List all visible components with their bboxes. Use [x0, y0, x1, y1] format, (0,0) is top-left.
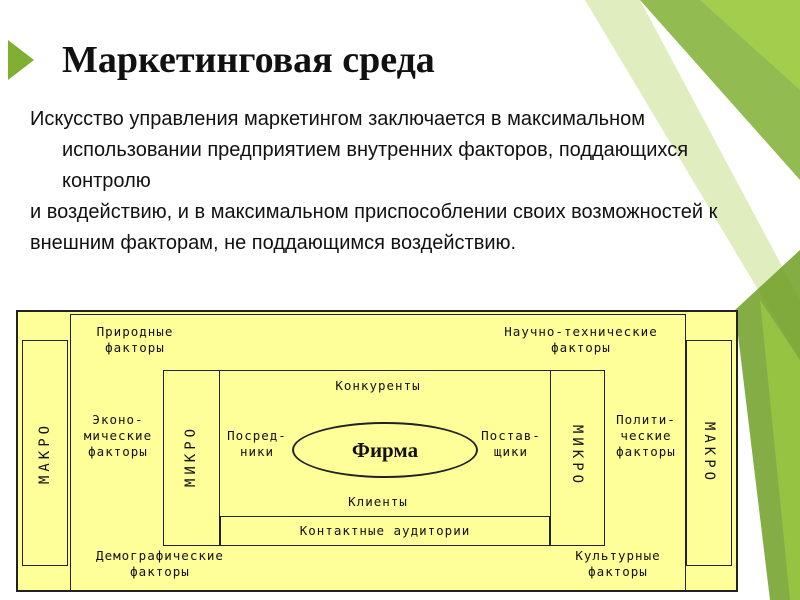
micro-left-label: МИКРО: [183, 424, 199, 488]
clients-label: Клиенты: [348, 494, 408, 509]
contact-audiences-label: Контактные аудитории: [299, 523, 471, 538]
firm-label: Фирма: [351, 437, 419, 462]
demographic-factors-label: Демографические факторы: [96, 548, 224, 579]
paragraph-2: и воздействию, и в максимальном приспособлении своих возможностей к: [30, 201, 718, 223]
natural-factors-label: Природные факторы: [96, 324, 174, 355]
suppliers-label: Постав- щики: [481, 428, 541, 459]
economic-factors-label: Эконо- мические факторы: [83, 412, 153, 459]
slide-title: Маркетинговая среда: [62, 39, 435, 81]
paragraph-1: Искусство управления маркетингом заключается в максимальном использовании предприятием внутренних факторов, поддающихся контролю: [30, 108, 689, 192]
intermediaries-label: Посред- ники: [227, 428, 287, 459]
scitech-factors-label: Научно-технические факторы: [504, 324, 658, 355]
macro-left-label: МАКРО: [37, 421, 53, 485]
cultural-factors-label: Культурные факторы: [575, 548, 661, 579]
competitors-label: Конкуренты: [335, 378, 421, 393]
slide-body-text: [30, 104, 770, 259]
macro-right-label: МАКРО: [701, 421, 717, 485]
firm-ellipse: [292, 422, 478, 478]
paragraph-3: внешним факторам, не поддающимся воздействию.: [30, 232, 517, 254]
marketing-environment-diagram: [16, 310, 738, 592]
micro-right-label: МИКРО: [569, 424, 585, 488]
political-factors-label: Полити- ческие факторы: [616, 412, 676, 459]
triangle-bullet-icon: [8, 40, 34, 80]
